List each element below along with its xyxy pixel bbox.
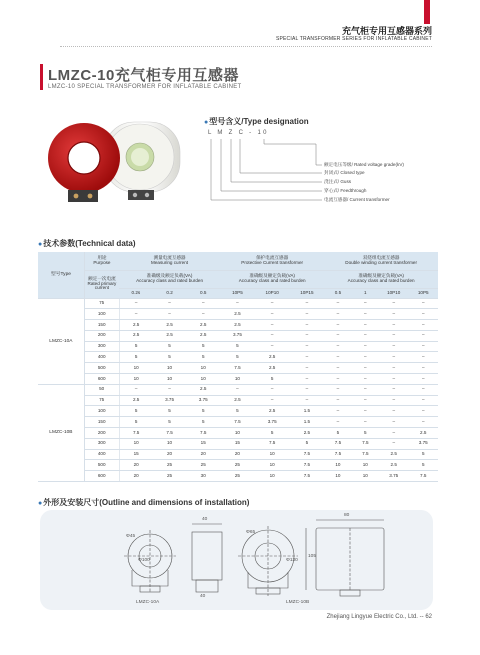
burden-cell: 5: [186, 352, 220, 363]
burden-cell: –: [379, 438, 408, 449]
burden-cell: 10: [255, 449, 290, 460]
burden-cell: 10: [186, 363, 220, 374]
burden-cell: –: [153, 298, 187, 309]
burden-cell: –: [153, 384, 187, 395]
page-footer: [327, 614, 432, 620]
burden-cell: –: [324, 320, 351, 331]
burden-cell: 7.5: [255, 438, 290, 449]
dim-label: Φ65: [246, 530, 256, 535]
burden-cell: 2.5: [220, 309, 255, 320]
burden-cell: –: [186, 309, 220, 320]
burden-cell: 7.5: [290, 460, 325, 471]
accuracy-class-header: 10P15: [290, 288, 325, 298]
burden-cell: 20: [119, 460, 153, 471]
accuracy-header: 准确级及额定负载(VA) Accuracy class and rated burden: [220, 270, 324, 288]
burden-cell: –: [352, 395, 379, 406]
burden-cell: –: [408, 406, 438, 417]
burden-cell: –: [352, 406, 379, 417]
burden-cell: 3.75: [220, 330, 255, 341]
designation-item: 电流互感器/ Current transformer: [324, 197, 390, 202]
rated-current-cell: 75: [84, 395, 119, 406]
burden-cell: 5: [119, 341, 153, 352]
table-row: [38, 417, 438, 428]
burden-cell: –: [119, 298, 153, 309]
burden-cell: –: [352, 352, 379, 363]
model-name: LMZC-10B: [38, 384, 84, 481]
burden-cell: –: [408, 395, 438, 406]
rated-current-cell: 150: [84, 320, 119, 331]
rated-current-cell: 600: [84, 374, 119, 385]
burden-cell: 10: [153, 374, 187, 385]
burden-cell: –: [119, 384, 153, 395]
page-title: LMZC-10充气柜专用互感器: [48, 67, 239, 84]
table-row: [38, 406, 438, 417]
dimension-drawings: [40, 510, 433, 610]
series-title-cn: 充气柜专用互感器系列: [341, 26, 432, 36]
burden-cell: –: [324, 406, 351, 417]
burden-cell: 2.5: [153, 320, 187, 331]
burden-cell: 20: [119, 471, 153, 482]
burden-cell: 5: [119, 406, 153, 417]
rated-current-cell: 300: [84, 438, 119, 449]
burden-cell: –: [379, 417, 408, 428]
dimensions-heading: ●外形及安装尺寸(Outline and dimensions of installation): [38, 498, 250, 507]
rated-current-cell: 200: [84, 330, 119, 341]
burden-cell: –: [324, 309, 351, 320]
table-row: [38, 363, 438, 374]
burden-cell: –: [290, 363, 325, 374]
table-row: [38, 309, 438, 320]
burden-cell: 10: [153, 363, 187, 374]
burden-cell: –: [379, 298, 408, 309]
burden-cell: –: [352, 341, 379, 352]
burden-cell: –: [408, 374, 438, 385]
bullet-icon: ●: [38, 241, 43, 248]
burden-cell: 20: [186, 449, 220, 460]
burden-cell: 7.5: [352, 438, 379, 449]
burden-cell: 7.5: [324, 438, 351, 449]
table-row: [38, 374, 438, 385]
burden-cell: 25: [186, 460, 220, 471]
burden-cell: 2.5: [119, 395, 153, 406]
burden-cell: 10: [352, 460, 379, 471]
burden-cell: 3.75: [379, 471, 408, 482]
table-row: [38, 341, 438, 352]
burden-cell: 2.5: [379, 460, 408, 471]
burden-cell: 5: [186, 417, 220, 428]
burden-cell: 5: [324, 428, 351, 439]
burden-cell: –: [255, 330, 290, 341]
header-divider: [60, 46, 432, 47]
burden-cell: –: [220, 384, 255, 395]
rated-current-cell: 500: [84, 460, 119, 471]
burden-cell: –: [352, 363, 379, 374]
burden-cell: 7.5: [324, 449, 351, 460]
page-subtitle: LMZC-10 SPECIAL TRANSFORMER FOR INFLATABLE CABINET: [48, 84, 242, 90]
table-row: [38, 320, 438, 331]
accuracy-header: 准确级及额定负载(VA) Accuracy class and rated burden: [324, 270, 438, 288]
burden-cell: –: [379, 363, 408, 374]
burden-cell: 10: [119, 438, 153, 449]
burden-cell: 2.5: [186, 330, 220, 341]
rated-current-cell: 150: [84, 417, 119, 428]
caption-lmzc-10a: LMZC-10A: [136, 600, 160, 605]
bullet-icon: ●: [38, 500, 43, 507]
burden-cell: –: [290, 395, 325, 406]
burden-cell: 5: [290, 438, 325, 449]
designation-item: 浇注式/ Guss: [324, 179, 352, 184]
designation-code: L M Z C - 10: [208, 130, 269, 136]
burden-cell: 10: [220, 374, 255, 385]
technical-table: [38, 252, 438, 482]
burden-cell: 7.5: [290, 449, 325, 460]
table-row: [38, 384, 438, 395]
burden-cell: 2.5: [186, 320, 220, 331]
burden-cell: 10: [186, 374, 220, 385]
burden-cell: 25: [153, 460, 187, 471]
dimensions-panel: [40, 510, 433, 610]
burden-cell: 7.5: [408, 471, 438, 482]
dim-label: 80: [344, 513, 350, 518]
burden-cell: 2.5: [153, 330, 187, 341]
burden-cell: –: [408, 417, 438, 428]
burden-cell: –: [408, 330, 438, 341]
footer-separator: --: [419, 614, 426, 620]
burden-cell: –: [290, 384, 325, 395]
burden-cell: 3.75: [186, 395, 220, 406]
burden-cell: 3.75: [153, 395, 187, 406]
burden-cell: 5: [153, 352, 187, 363]
burden-cell: 10: [324, 471, 351, 482]
burden-cell: –: [324, 330, 351, 341]
burden-cell: 15: [220, 438, 255, 449]
burden-cell: 10: [220, 428, 255, 439]
burden-cell: –: [379, 341, 408, 352]
accuracy-class-header: 0.2: [153, 288, 187, 298]
burden-cell: –: [324, 363, 351, 374]
accuracy-header: 准确级及额定负载(VA) Accuracy class and rated burden: [119, 270, 220, 288]
burden-cell: –: [290, 352, 325, 363]
group-header-protective: 保护电流互感器 Protective Current transformer: [220, 252, 324, 270]
accuracy-class-header: 1: [352, 288, 379, 298]
burden-cell: –: [408, 363, 438, 374]
burden-cell: –: [324, 374, 351, 385]
burden-cell: 5: [119, 352, 153, 363]
burden-cell: –: [324, 352, 351, 363]
burden-cell: 30: [186, 471, 220, 482]
rated-current-cell: 500: [84, 363, 119, 374]
burden-cell: 20: [153, 449, 187, 460]
burden-cell: 5: [408, 460, 438, 471]
burden-cell: 10: [153, 438, 187, 449]
burden-cell: –: [408, 341, 438, 352]
dim-label: Φ100: [138, 558, 150, 563]
burden-cell: 7.5: [186, 428, 220, 439]
burden-cell: 7.5: [352, 449, 379, 460]
table-row: [38, 330, 438, 341]
burden-cell: –: [408, 298, 438, 309]
rated-primary-header: 额定一次电流 Rated primary current: [84, 270, 119, 298]
series-title-en: SPECIAL TRANSFORMER SERIES FOR INFLATABLE CABINET: [275, 36, 432, 42]
burden-cell: 7.5: [290, 471, 325, 482]
dim-label: Φ45: [126, 534, 136, 539]
burden-cell: 25: [220, 471, 255, 482]
rated-current-cell: 100: [84, 309, 119, 320]
burden-cell: –: [255, 384, 290, 395]
burden-cell: –: [255, 320, 290, 331]
dim-label: 40: [202, 517, 208, 522]
burden-cell: –: [408, 320, 438, 331]
table-row: [38, 352, 438, 363]
rated-current-cell: 200: [84, 428, 119, 439]
burden-cell: –: [379, 320, 408, 331]
burden-cell: –: [352, 374, 379, 385]
burden-cell: –: [379, 428, 408, 439]
group-header-double: 双绕组电流互感器 Double winding current transformer: [324, 252, 438, 270]
dim-label: 105: [308, 554, 317, 559]
table-row: [38, 428, 438, 439]
burden-cell: 2.5: [379, 449, 408, 460]
burden-cell: –: [255, 341, 290, 352]
burden-cell: 5: [186, 341, 220, 352]
purpose-header: 用途 Purpose: [84, 252, 119, 270]
burden-cell: –: [324, 395, 351, 406]
burden-cell: –: [379, 395, 408, 406]
burden-cell: –: [352, 309, 379, 320]
accuracy-class-header: 0.2s: [119, 288, 153, 298]
burden-cell: 25: [220, 460, 255, 471]
burden-cell: 3.75: [408, 438, 438, 449]
burden-cell: 1.5: [290, 417, 325, 428]
burden-cell: 10: [352, 471, 379, 482]
technical-heading: ●技术参数(Technical data): [38, 239, 136, 248]
burden-cell: –: [352, 298, 379, 309]
burden-cell: –: [153, 309, 187, 320]
burden-cell: 2.5: [255, 352, 290, 363]
burden-cell: 3.75: [255, 417, 290, 428]
burden-cell: –: [379, 406, 408, 417]
table-row: [38, 438, 438, 449]
burden-cell: –: [408, 384, 438, 395]
burden-cell: –: [290, 298, 325, 309]
bullet-icon: ●: [204, 119, 209, 126]
burden-cell: –: [379, 374, 408, 385]
burden-cell: 2.5: [255, 406, 290, 417]
burden-cell: –: [352, 320, 379, 331]
burden-cell: 2.5: [119, 330, 153, 341]
burden-cell: –: [290, 374, 325, 385]
burden-cell: –: [408, 352, 438, 363]
designation-item: 额定电压等级/ Rated voltage grade(kV): [324, 162, 404, 167]
burden-cell: 2.5: [186, 384, 220, 395]
burden-cell: 25: [153, 471, 187, 482]
burden-cell: 7.5: [119, 428, 153, 439]
dim-label: 40: [200, 594, 206, 599]
rated-current-cell: 100: [84, 406, 119, 417]
burden-cell: –: [408, 309, 438, 320]
burden-cell: 2.5: [119, 320, 153, 331]
burden-cell: 5: [352, 428, 379, 439]
burden-cell: –: [324, 384, 351, 395]
burden-cell: 5: [220, 352, 255, 363]
burden-cell: 5: [153, 406, 187, 417]
burden-cell: –: [290, 341, 325, 352]
burden-cell: 5: [186, 406, 220, 417]
burden-cell: 10: [255, 460, 290, 471]
burden-cell: 5: [408, 449, 438, 460]
burden-cell: –: [186, 298, 220, 309]
product-photo: [42, 108, 188, 216]
company-name: Zhejiang Lingyue Electric Co., Ltd.: [326, 614, 418, 620]
burden-cell: 5: [255, 428, 290, 439]
burden-cell: –: [379, 352, 408, 363]
rated-current-cell: 400: [84, 449, 119, 460]
burden-cell: 20: [220, 449, 255, 460]
rated-current-cell: 50: [84, 384, 119, 395]
header-accent-bar: [424, 0, 430, 24]
burden-cell: –: [324, 341, 351, 352]
rated-current-cell: 600: [84, 471, 119, 482]
table-row: [38, 460, 438, 471]
table-row: [38, 471, 438, 482]
designation-item: 封闭式/ Closed type: [324, 170, 365, 175]
page-number: 62: [425, 614, 432, 620]
burden-cell: –: [119, 309, 153, 320]
burden-cell: –: [379, 330, 408, 341]
rated-current-cell: 400: [84, 352, 119, 363]
burden-cell: 5: [153, 417, 187, 428]
burden-cell: 7.5: [153, 428, 187, 439]
caption-lmzc-10b: LMZC-10B: [286, 600, 310, 605]
burden-cell: 2.5: [408, 428, 438, 439]
burden-cell: –: [220, 298, 255, 309]
table-row: [38, 395, 438, 406]
burden-cell: –: [290, 320, 325, 331]
burden-cell: –: [255, 298, 290, 309]
burden-cell: 15: [186, 438, 220, 449]
accuracy-class-header: 0.5: [324, 288, 351, 298]
accuracy-class-header: 10P10: [379, 288, 408, 298]
accuracy-class-header: 10P10: [255, 288, 290, 298]
burden-cell: 1.5: [290, 406, 325, 417]
designation-item: 穿心式/ Feedthrough: [324, 188, 367, 193]
burden-cell: 5: [119, 417, 153, 428]
table-row: [38, 449, 438, 460]
burden-cell: 10: [119, 363, 153, 374]
accuracy-class-header: 10P5: [220, 288, 255, 298]
table-row: [38, 298, 438, 309]
burden-cell: –: [352, 384, 379, 395]
burden-cell: 7.5: [220, 363, 255, 374]
burden-cell: 10: [119, 374, 153, 385]
burden-cell: 2.5: [220, 320, 255, 331]
rated-current-cell: 300: [84, 341, 119, 352]
burden-cell: –: [324, 417, 351, 428]
burden-cell: 15: [119, 449, 153, 460]
burden-cell: 2.5: [220, 395, 255, 406]
burden-cell: 5: [220, 341, 255, 352]
burden-cell: –: [290, 309, 325, 320]
burden-cell: 5: [220, 406, 255, 417]
accuracy-class-header: 0.5: [186, 288, 220, 298]
designation-heading: ●型号含义/Type designation: [204, 117, 309, 126]
model-name: LMZC-10A: [38, 298, 84, 384]
type-header: 型号Type: [38, 252, 84, 298]
burden-cell: –: [379, 384, 408, 395]
burden-cell: 5: [153, 341, 187, 352]
burden-cell: 2.5: [255, 363, 290, 374]
burden-cell: 5: [255, 374, 290, 385]
burden-cell: 7.5: [220, 417, 255, 428]
burden-cell: –: [352, 330, 379, 341]
burden-cell: –: [324, 298, 351, 309]
title-accent-bar: [40, 64, 43, 90]
burden-cell: 10: [255, 471, 290, 482]
burden-cell: 2.5: [290, 428, 325, 439]
burden-cell: –: [255, 309, 290, 320]
burden-cell: –: [379, 309, 408, 320]
group-header-measuring: 测量电流互感器 Measuring current: [119, 252, 220, 270]
burden-cell: –: [352, 417, 379, 428]
rated-current-cell: 75: [84, 298, 119, 309]
burden-cell: –: [255, 395, 290, 406]
burden-cell: –: [290, 330, 325, 341]
dim-label: Φ130: [286, 558, 298, 563]
burden-cell: 10: [324, 460, 351, 471]
accuracy-class-header: 10P5: [408, 288, 438, 298]
